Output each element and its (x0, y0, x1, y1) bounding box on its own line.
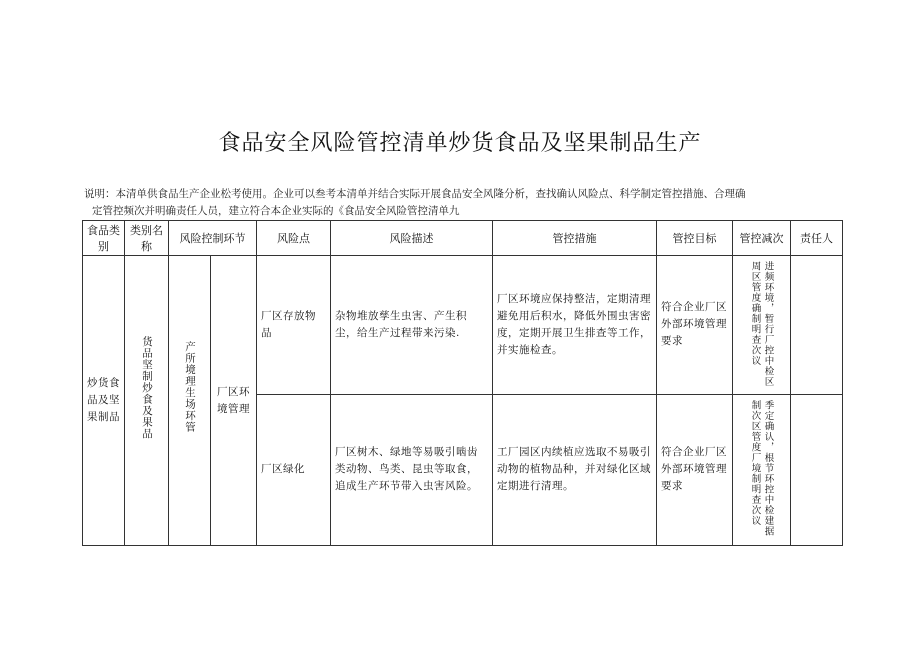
table-header-row (83, 221, 843, 256)
header-point: 风险点 (257, 221, 331, 256)
header-freq: 管控减次 (733, 221, 791, 256)
header-category: 食品类别 (83, 221, 125, 256)
person-cell (791, 256, 843, 395)
risk-control-table (82, 220, 843, 546)
header-subcategory: 类别名称 (125, 221, 169, 256)
freq-cell (733, 256, 791, 395)
stage-sub-cell: 厂区环境管理 (211, 256, 257, 546)
page-title: 食品安全风险管控清单炒货食品及坚果制品生产 (218, 131, 702, 156)
target-cell: 符合企业厂区外部环境管理要求 (657, 256, 733, 395)
category-cell: 炒货食品及坚果制品 (83, 256, 125, 546)
risk-desc-cell: 厂区树木、绿地等易吸引啮齿类动物、鸟类、昆虫等取食，追成生产环节带入虫害风险。 (331, 394, 493, 545)
risk-desc-cell: 杂物堆放孳生虫害、产生积尘，给生产过程带来污染. (331, 256, 493, 395)
risk-point-cell: 厂区存放物品 (257, 256, 331, 395)
measure-cell: 工厂园区内续植应选取不易吸引动物的植物品种，并对绿化区域定期进行清理。 (493, 394, 657, 545)
subcategory-cell (125, 256, 169, 546)
instructions-line-1: 说明：本清单供食品生产企业松考使用。企业可以叁考本清单并结合实际开展食品安全风隆分析，查找确认风险点、科学制定管控措施、合理确 (84, 188, 746, 200)
subcategory-text: 货品坚制炒食及果品 (141, 335, 153, 439)
freq-text: 季定确认，根节环控中检建据制次区管度厂境制明查次议 (749, 399, 774, 537)
stage-main-text: 产所境理生场环管 (184, 340, 196, 433)
freq-text: 进频环境，暂行厂控中检区周区管度确制明查次议 (749, 260, 774, 387)
person-cell (791, 394, 843, 545)
instructions-line-2: 定管控频次并明确责任人员，建立符合本企业实际的《食品安全风险管控清单九 (92, 205, 460, 217)
risk-point-cell: 厂区绿化 (257, 394, 331, 545)
table-row (83, 256, 843, 395)
header-target: 管控目标 (657, 221, 733, 256)
target-cell: 符合企业厂区外部环境管理要求 (657, 394, 733, 545)
header-person: 责任人 (791, 221, 843, 256)
measure-cell: 厂区环境应保持整洁，定期清理避免用后积水，降低外围虫害密度，定期开展卫生排查等工作，并实施检查。 (493, 256, 657, 395)
instructions (84, 186, 844, 220)
header-stage: 风险控制环节 (169, 221, 257, 256)
header-desc: 风险描述 (331, 221, 493, 256)
header-measure: 管控措施 (493, 221, 657, 256)
freq-cell (733, 394, 791, 545)
stage-main-cell (169, 256, 211, 546)
